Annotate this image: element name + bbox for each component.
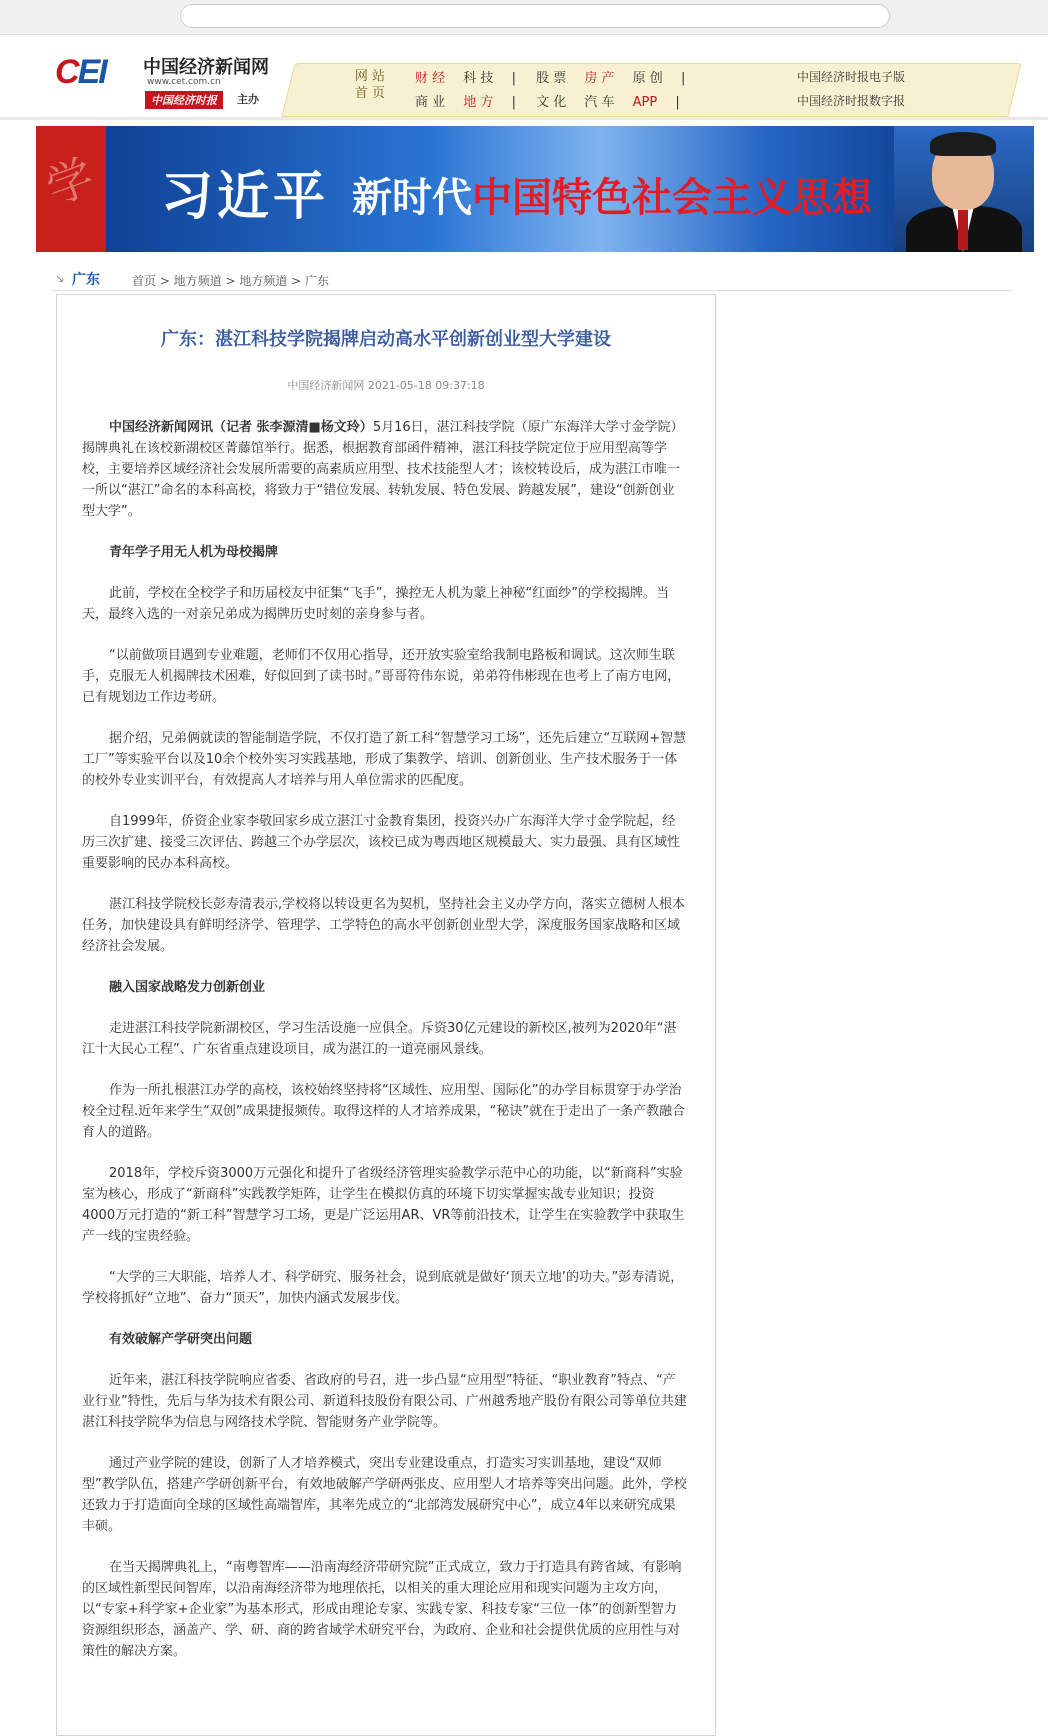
nav-home-link[interactable] bbox=[350, 68, 390, 102]
article-paragraph: 2018年，学校斥资3000万元强化和提升了省级经济管理实验教学示范中心的功能，以“新商科”实验室为核心，形成了“新商科”实践教学矩阵，让学生在模拟仿真的环境下切实掌握实战专业知识；投资4000万元打造的“新工科”智慧学习工场，更是广泛运用AR、VR等前沿技术，让学生在实验教学中获取生产一线的宝贵经验。 bbox=[82, 1166, 685, 1244]
address-search-field[interactable] bbox=[180, 4, 890, 28]
nav-finance[interactable]: 财 经 bbox=[415, 71, 446, 86]
channel-title[interactable]: 广东 bbox=[72, 272, 100, 288]
main-nav bbox=[290, 65, 1015, 115]
article-paragraph: “大学的三大职能，培养人才、科学研究、服务社会，说到底就是做好‘顶天立地’的功夫。”彭寿清说，学校将抓好“立地”、奋力“顶天”，加快内涵式发展步伐。 bbox=[82, 1270, 684, 1306]
article-paragraph: “以前做项目遇到专业难题，老师们不仅用心指导，还开放实验室给我制电路板和调试。这次师生联手，克服无人机揭牌技术困难，好似回到了读书时。”哥哥符伟东说，弟弟符伟彬现在也考上了南方电网，已有规划边工作边考研。 bbox=[82, 648, 681, 705]
article-container bbox=[56, 294, 716, 1736]
article-paragraph: 近年来，湛江科技学院响应省委、省政府的号召，进一步凸显“应用型”特征、“职业教育”特点、“产业行业”特性，先后与华为技术有限公司、新道科技股份有限公司、广州越秀地产股份有限公司等单位共建湛江科技学院华为信息与网络技术学院、智能财务产业学院等。 bbox=[82, 1373, 687, 1430]
logo-host: 主办 bbox=[237, 93, 259, 106]
ideology-banner[interactable] bbox=[36, 126, 1034, 252]
nav-local[interactable]: 地 方 bbox=[463, 95, 494, 110]
banner-left-char: 学 bbox=[39, 148, 101, 216]
site-logo[interactable] bbox=[55, 47, 285, 107]
arrow-icon: ↘ bbox=[55, 272, 65, 285]
nav-culture[interactable]: 文 化 bbox=[536, 95, 567, 110]
banner-slogan-red: 中国特色社会主义 bbox=[472, 175, 792, 221]
nav-digital-paper-link[interactable]: 中国经济时报数字报 bbox=[796, 94, 905, 108]
nav-auto[interactable]: 汽 车 bbox=[584, 95, 615, 110]
article-paragraph: 自1999年，侨资企业家李敬回家乡成立湛江寸金教育集团，投资兴办广东海洋大学寸金学院起，经历三次扩建、接受三次评估、跨越三个办学层次，该校已成为粤西地区规模最大、实力最强、具有区域性重要影响的民办本科高校。 bbox=[82, 814, 681, 871]
banner-left-block bbox=[36, 126, 106, 252]
section-heading: 有效破解产学研突出问题 bbox=[109, 1332, 253, 1347]
nav-separator: | bbox=[511, 71, 516, 86]
nav-separator: | bbox=[680, 71, 686, 86]
lead-text: 5月16日，湛江科技学院（原广东海洋大学寸金学院）揭牌典礼在该校新湖校区菁藤馆举行。据悉，根据教育部函件精神，湛江科技学院定位于应用型高等学校，主要培养区域经济社会发展所需要的高素质应用型、技术技能型人才；该校转设后，成为湛江市唯一一所以“湛江”命名的本科高校，将致力于“错位发展、转轨发展、特色发展、跨越发展”，建设“创新创业型大学”。 bbox=[82, 420, 684, 519]
article-title: 广东：湛江科技学院揭牌启动高水平创新创业型大学建设 bbox=[161, 329, 611, 350]
article-paragraph: 通过产业学院的建设，创新了人才培养模式，突出专业建设重点，打造实习实训基地，建设“双师型”教学队伍，搭建产学研创新平台，有效地破解产学研两张皮、应用型人才培养等突出问题。此外，学校还致力于打造面向全球的区域性高端智库，其率先成立的“北部湾发展研究中心”，成立4年以来研究成果丰硕。 bbox=[82, 1456, 687, 1534]
nav-app[interactable]: APP bbox=[632, 95, 658, 110]
article-paragraph: 在当天揭牌典礼上，“南粤智库——沿南海经济带研究院”正式成立，致力于打造具有跨省域、有影响的区域性新型民间智库，以沿南海经济带为地理依托，以相关的重大理论应用和现实问题为主攻方向，以“专家+科学家+企业家”为基本形式，形成由理论专家、实践专家、科技专家“三位一体”的创新型智力资源组织形态，涵盖产、学、研、商的跨省域学术研究平台，为政府、企业和社会提供优质的应用性与对策性的解决方案。 bbox=[82, 1560, 682, 1659]
logo-mark: CEI bbox=[55, 53, 106, 91]
banner-slogan-pre: 新时代 bbox=[352, 175, 472, 221]
nav-separator: | bbox=[675, 95, 680, 110]
nav-row-1 bbox=[415, 67, 701, 86]
banner-name: 习近平 bbox=[161, 166, 330, 227]
nav-row-2 bbox=[415, 91, 696, 110]
banner-portrait bbox=[894, 126, 1034, 252]
section-heading: 融入国家战略发力创新创业 bbox=[109, 980, 266, 995]
article-paragraph: 据介绍，兄弟俩就读的智能制造学院，不仅打造了新工科“智慧学习工场”，还先后建立“互联网+智慧工厂”等实验平台以及10余个校外实习实践基地，形成了集教学、培训、创新创业、生产技术服务于一体的校外专业实训平台，有效提高人才培养与用人单位需求的匹配度。 bbox=[82, 731, 687, 788]
site-header bbox=[0, 35, 1048, 120]
nav-stocks[interactable]: 股 票 bbox=[536, 71, 567, 86]
nav-home-line2: 首 页 bbox=[354, 86, 386, 101]
lead-byline: 中国经济新闻网讯（记者 张李源清■杨文玲） bbox=[109, 420, 373, 435]
article-paragraph: 作为一所扎根湛江办学的高校，该校始终坚持将“区域性、应用型、国际化”的办学目标贯穿于办学治校全过程.近年来学生“双创”成果捷报频传。取得这样的人才培养成果，“秘诀”就在于走出了一条产教融合育人的道路。 bbox=[82, 1083, 686, 1140]
article-paragraph: 走进湛江科技学院新湖校区，学习生活设施一应俱全。斥资30亿元建设的新校区,被列为2020年“湛江十大民心工程”、广东省重点建设项目，成为湛江的一道亮丽风景线。 bbox=[82, 1021, 677, 1057]
article-paragraph bbox=[82, 417, 687, 522]
nav-home-line1: 网 站 bbox=[354, 69, 386, 84]
breadcrumb bbox=[52, 268, 1012, 291]
article-paragraph: 湛江科技学院校长彭寿清表示,学校将以转设更名为契机，坚持社会主义办学方向，落实立德树人根本任务，加快建设具有鲜明经济学、管理学、工学特色的高水平创新创业型大学，深度服务国家战略和区域经济社会发展。 bbox=[82, 897, 686, 954]
nav-original[interactable]: 原 创 bbox=[632, 71, 663, 86]
banner-slogan-post: 思想 bbox=[792, 175, 872, 221]
article-meta: 中国经济新闻网 2021-05-18 09:37:18 bbox=[287, 379, 485, 392]
logo-url: www.cet.com.cn bbox=[147, 77, 221, 87]
article-body bbox=[82, 417, 687, 1682]
header-divider bbox=[0, 117, 1048, 120]
logo-sub: 中国经济时报 bbox=[145, 91, 223, 109]
nav-epaper-link[interactable]: 中国经济时报电子版 bbox=[796, 70, 905, 84]
section-heading: 青年学子用无人机为母校揭牌 bbox=[109, 545, 279, 560]
article-paragraph: 此前，学校在全校学子和历届校友中征集“飞手”，操控无人机为蒙上神秘“红面纱”的学校揭牌。当天，最终入选的一对亲兄弟成为揭牌历史时刻的亲身参与者。 bbox=[82, 586, 669, 622]
logo-name: 中国经济新闻网 bbox=[143, 57, 269, 78]
top-bar bbox=[0, 0, 1048, 35]
breadcrumb-path[interactable]: 首页 > 地方频道 > 地方频道 > 广东 bbox=[132, 274, 330, 288]
nav-business[interactable]: 商 业 bbox=[415, 95, 446, 110]
nav-separator: | bbox=[511, 95, 516, 110]
nav-tech[interactable]: 科 技 bbox=[463, 71, 494, 86]
nav-realestate[interactable]: 房 产 bbox=[584, 71, 615, 86]
banner-slogan bbox=[352, 166, 872, 223]
